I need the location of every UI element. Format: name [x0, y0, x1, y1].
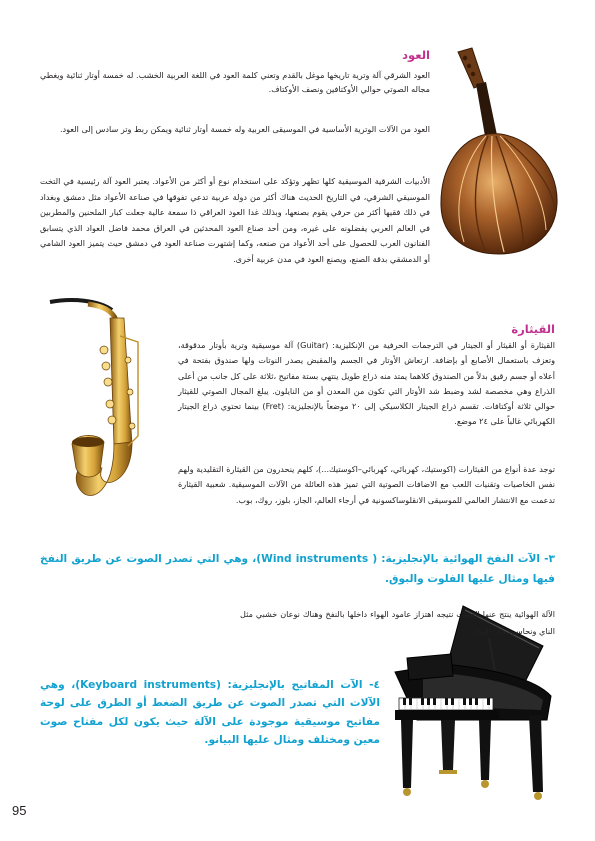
saxophone-image: [42, 296, 160, 506]
guitar-heading: القيثارة: [511, 322, 555, 336]
wind-paragraph-1: الآلة الهوائية ينتج عنها الصوت نتيجه اهتزاز عامود الهواء داخلها بالنفخ وهناك نوعان خشبي مثل الناي ونحاسي مثل البوق.: [240, 609, 555, 636]
oud-heading: العود: [402, 48, 430, 62]
guitar-paragraph-2: توجد عدة أنواع من القيثارات (اكوستيك، كهربائي، كهربائي–اكوستيك...)، كلهم ينحدرون من القيثارة التقليدية ولهم نفس الخاصيات وتقنيات اللعب مع الاضافات الصوتية التي تميز هذه العائلة من الآلات الموسيقية. شعبية القيثارة تدعمت مع الانتشار العالمي للموسيقى الانقلوساكسونية في أرجاء العالم، الجاز، بلوز، روك، بوب.: [178, 464, 555, 505]
wind-instruments-heading: ٣- الآت النفخ الهوائية بالإنجليزية: ( Wind instruments)، وهي التي تصدر الصوت عن طريق النفخ فيها ومثال عليها الفلوت والبوق.: [40, 553, 556, 585]
keyboard-instruments-heading: ٤- الآت المفاتيح بالإنجليزية: (Keyboard instruments)، وهي الآلات التي تصدر الصوت عن طريق الضغط أو الطرق على لوحة مفاتيح موسيقية موجودة على الآلة حيث يكون لكل مفتاح صوت معين ومختلف ومثال عليها البيانو.: [40, 679, 380, 747]
page-number: 95: [12, 803, 27, 818]
oud-image: [438, 44, 560, 256]
oud-paragraph-2: العود من الآلات الوترية الأساسية في الموسيقى العربية وله خمسة أوتار ثنائية ويمكن ربط وتر سادس إلى العود.: [59, 124, 430, 134]
oud-paragraph-1: العود الشرقي آلة وترية تاريخها موغل بالقدم وتعني كلمة العود في اللغة العربية الخشب. له خمسة أوتار ثنائية ويغطي مجاله الصوتي حوالي الأوكتافين ونصف الأوكتاف.: [40, 70, 430, 95]
guitar-paragraph-1: القيثارة أو القيثار أو الجيتار في الترجمات الحرفية من الإنكليزية: (Guitar) آلة موسيقية وترية بأوتار مدقوقة، وتعزف باستعمال الأصابع أو بإضافة. ارتعاش الأوتار في الجسم والمقبض يصدر النوتات ولها صندوق بفتحة في أعلاه أو جسم رقيق بدلاً من الصندوق كلاهما يمتد منه ذراع طويل ينتهي بستة مفاتيح ،ثلاثة على كل جانب من أعلى الذراع وهي مخصصة لشد وضبط شد الأوتار التي تكون من المعدن أو من النايلون. يبلغ المجال الصوتي للقيثار حوالي ثلاثة أوكتافات. تقسم ذراع الجيتار الكلاسيكي إلى ٢٠ موضعاً بالإنجليزية: (Fret) بينما تحتوي ذراع الجيتار الكهربائي غالباً على ٢٤ موضع.: [178, 340, 556, 427]
oud-paragraph-3: الأدبيات الشرقية الموسيقية كلها تظهر وتؤكد على استخدام نوع أو أكثر من الأعواد. يعتبر العود آلة رئيسية في التخت الموسيقي الشرقي، في التاريخ الحديث هناك أكثر من دولة عربية تدعي تفوقها في صناعة الأعواد مثل دمشق وبغداد في ذلك فقيها أكثر من حرفي يقوم بصنعها، وبذلك غدا العود العراقي ذا سمعة عالية جعلت كبار الملحنين والمطربين في العالم العربي يفضلونه على غيره، ومن أحد صناع العود المحدثين في العراق محمد فاضل العواد الذي يتسابق الفنانون العرب للحصول على أحد الأعواد من صنعه، وكما إشتهرت صناعة العود في دمشق حيث يتميز العود الشامي أو الدمشقي بدقة الصنع، ويصنع العود في مدن عربية أخرى.: [40, 176, 430, 264]
